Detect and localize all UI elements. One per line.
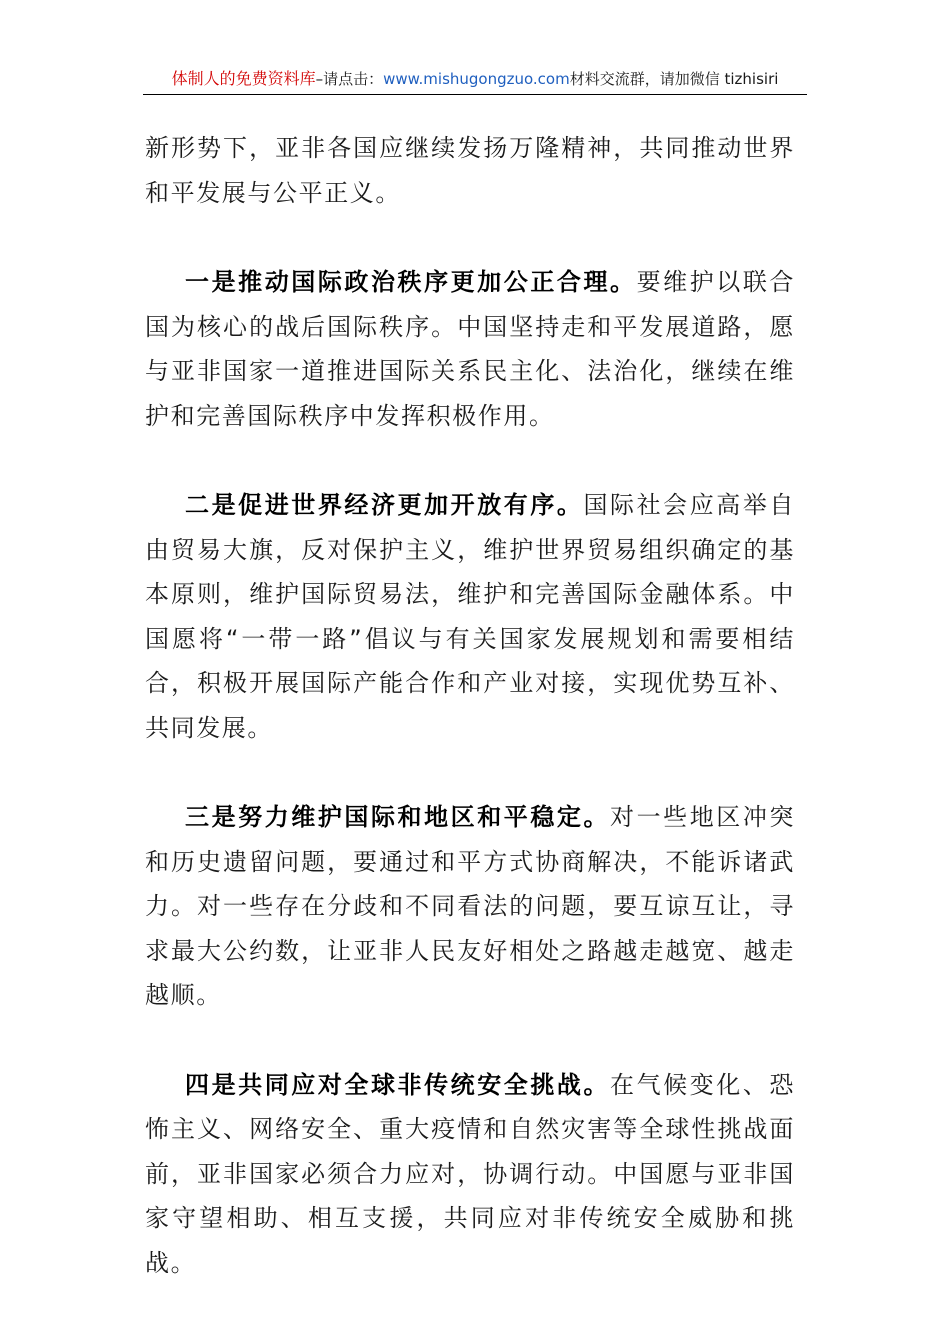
paragraph-spacer	[145, 438, 795, 483]
section-heading-2: 二是促进世界经济更加开放有序。	[185, 491, 584, 519]
section-body-4: 在气候变化、恐怖主义、网络安全、重大疫情和自然灾害等全球性挑战面前，亚非国家必须合力应对，协调行动。中国愿与亚非国家守望相助、相互支援，共同应对非传统安全威胁和挑战。	[145, 1070, 795, 1277]
paragraph-spacer	[145, 1018, 795, 1063]
section-paragraph-2	[145, 483, 795, 750]
section-paragraph-4	[145, 1063, 795, 1286]
section-heading-3: 三是努力维护国际和地区和平稳定。	[185, 803, 611, 831]
page-header	[143, 68, 807, 95]
section-body-3: 对一些地区冲突和历史遗留问题，要通过和平方式协商解决，不能诉诸武力。对一些存在分歧和不同看法的问题，要互谅互让，寻求最大公约数，让亚非人民友好相处之路越走越宽、越走越顺。	[145, 803, 795, 1009]
paragraph-spacer	[145, 215, 795, 260]
document-body	[145, 126, 795, 1285]
header-brand: 体制人的免费资料库	[171, 69, 316, 88]
section-heading-4: 四是共同应对全球非传统安全挑战。	[185, 1070, 611, 1099]
section-body-2: 国际社会应高举自由贸易大旗，反对保护主义，维护世界贸易组织确定的基本原则，维护国际贸易法，维护和完善国际金融体系。中国愿将“一带一路”倡议与有关国家发展规划和需要相结合，积极开展国际产能合作和产业对接，实现优势互补、共同发展。	[145, 491, 795, 742]
section-heading-1: 一是推动国际政治秩序更加公正合理。	[185, 268, 637, 296]
section-body-1: 要维护以联合国为核心的战后国际秩序。中国坚持走和平发展道路，愿与亚非国家一道推进国际关系民主化、法治化，继续在维护和完善国际秩序中发挥积极作用。	[145, 268, 795, 430]
section-paragraph-3	[145, 795, 795, 1018]
header-website-link[interactable]: www.mishugongzuo.com	[383, 70, 570, 88]
header-contact-text: 材料交流群，请加微信 tizhisiri	[569, 70, 779, 88]
section-paragraph-1	[145, 260, 795, 438]
intro-paragraph: 新形势下，亚非各国应继续发扬万隆精神，共同推动世界和平发展与公平正义。	[145, 134, 795, 207]
paragraph-spacer	[145, 750, 795, 795]
header-prompt: –请点击：	[315, 70, 384, 88]
